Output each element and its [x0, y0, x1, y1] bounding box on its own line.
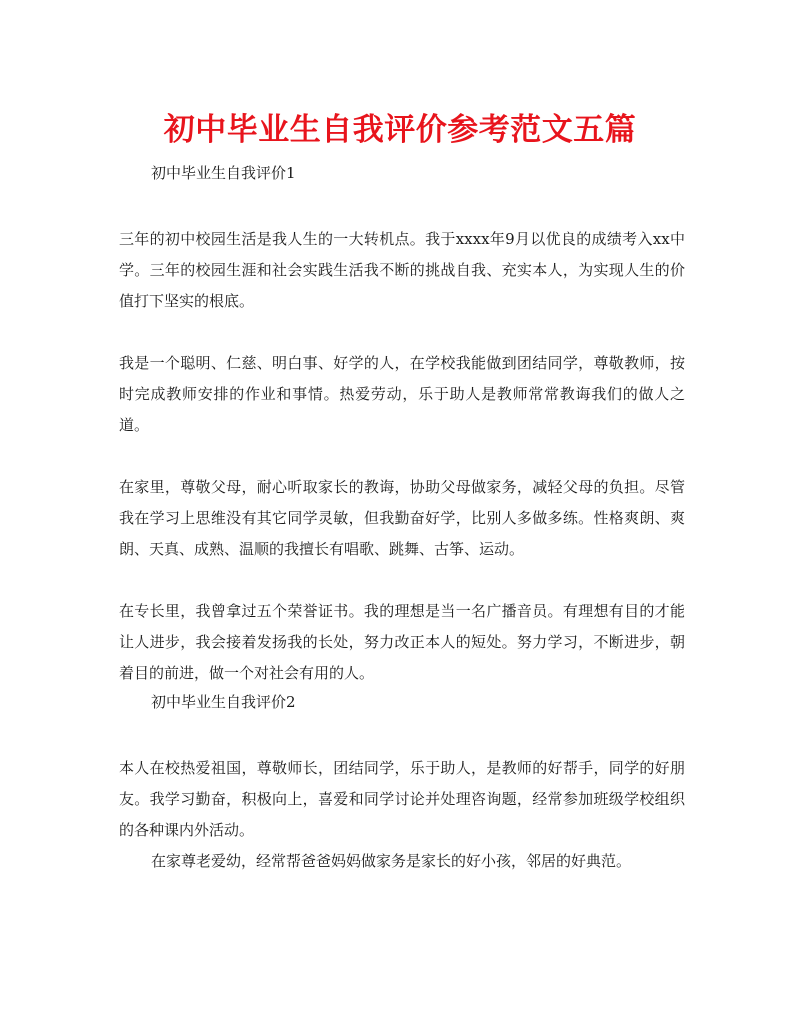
spacer — [119, 715, 685, 753]
paragraph-2-2: 在家尊老爱幼，经常帮爸爸妈妈做家务是家长的好小孩，邻居的好典范。 — [151, 852, 632, 870]
spacer — [119, 317, 685, 348]
spacer — [119, 565, 685, 596]
paragraph-1-1: 三年的初中校园生活是我人生的一大转机点。我于xxxx年9月以优良的成绩考入xx中学。三年的校园生涯和社会实践生活我不断的挑战自我、充实本人，为实现人生的价值打下坚实的根底。 — [119, 230, 685, 310]
section-heading-2: 初中毕业生自我评价2 — [151, 693, 296, 711]
spacer — [119, 186, 685, 224]
document-body — [119, 160, 685, 877]
paragraph-1-2: 我是一个聪明、仁慈、明白事、好学的人，在学校我能做到团结同学，尊敬教师，按时完成教师安排的作业和事情。热爱劳动，乐于助人是教师常常教诲我们的做人之道。 — [119, 354, 685, 434]
paragraph-2-1: 本人在校热爱祖国，尊敬师长，团结同学，乐于助人，是教师的好帮手，同学的好朋友。我学习勤奋，积极向上，喜爱和同学讨论并处理咨询题，经常参加班级学校组织的各种课内外活动。 — [119, 759, 685, 839]
paragraph-1-4: 在专长里，我曾拿过五个荣誉证书。我的理想是当一名广播音员。有理想有目的才能让人进步，我会接着发扬我的长处，努力改正本人的短处。努力学习，不断进步，朝着目的前进，做一个对社会有用的人。 — [119, 602, 685, 682]
section-heading-1: 初中毕业生自我评价1 — [151, 164, 296, 182]
spacer — [119, 441, 685, 472]
paragraph-1-3: 在家里，尊敬父母，耐心听取家长的教诲，协助父母做家务，减轻父母的负担。尽管我在学习上思维没有其它同学灵敏，但我勤奋好学，比别人多做多练。性格爽朗、爽朗、天真、成熟、温顺的我擅长有唱歌、跳舞、古筝、运动。 — [119, 478, 685, 558]
document-title: 初中毕业生自我评价参考范文五篇 — [163, 112, 637, 148]
